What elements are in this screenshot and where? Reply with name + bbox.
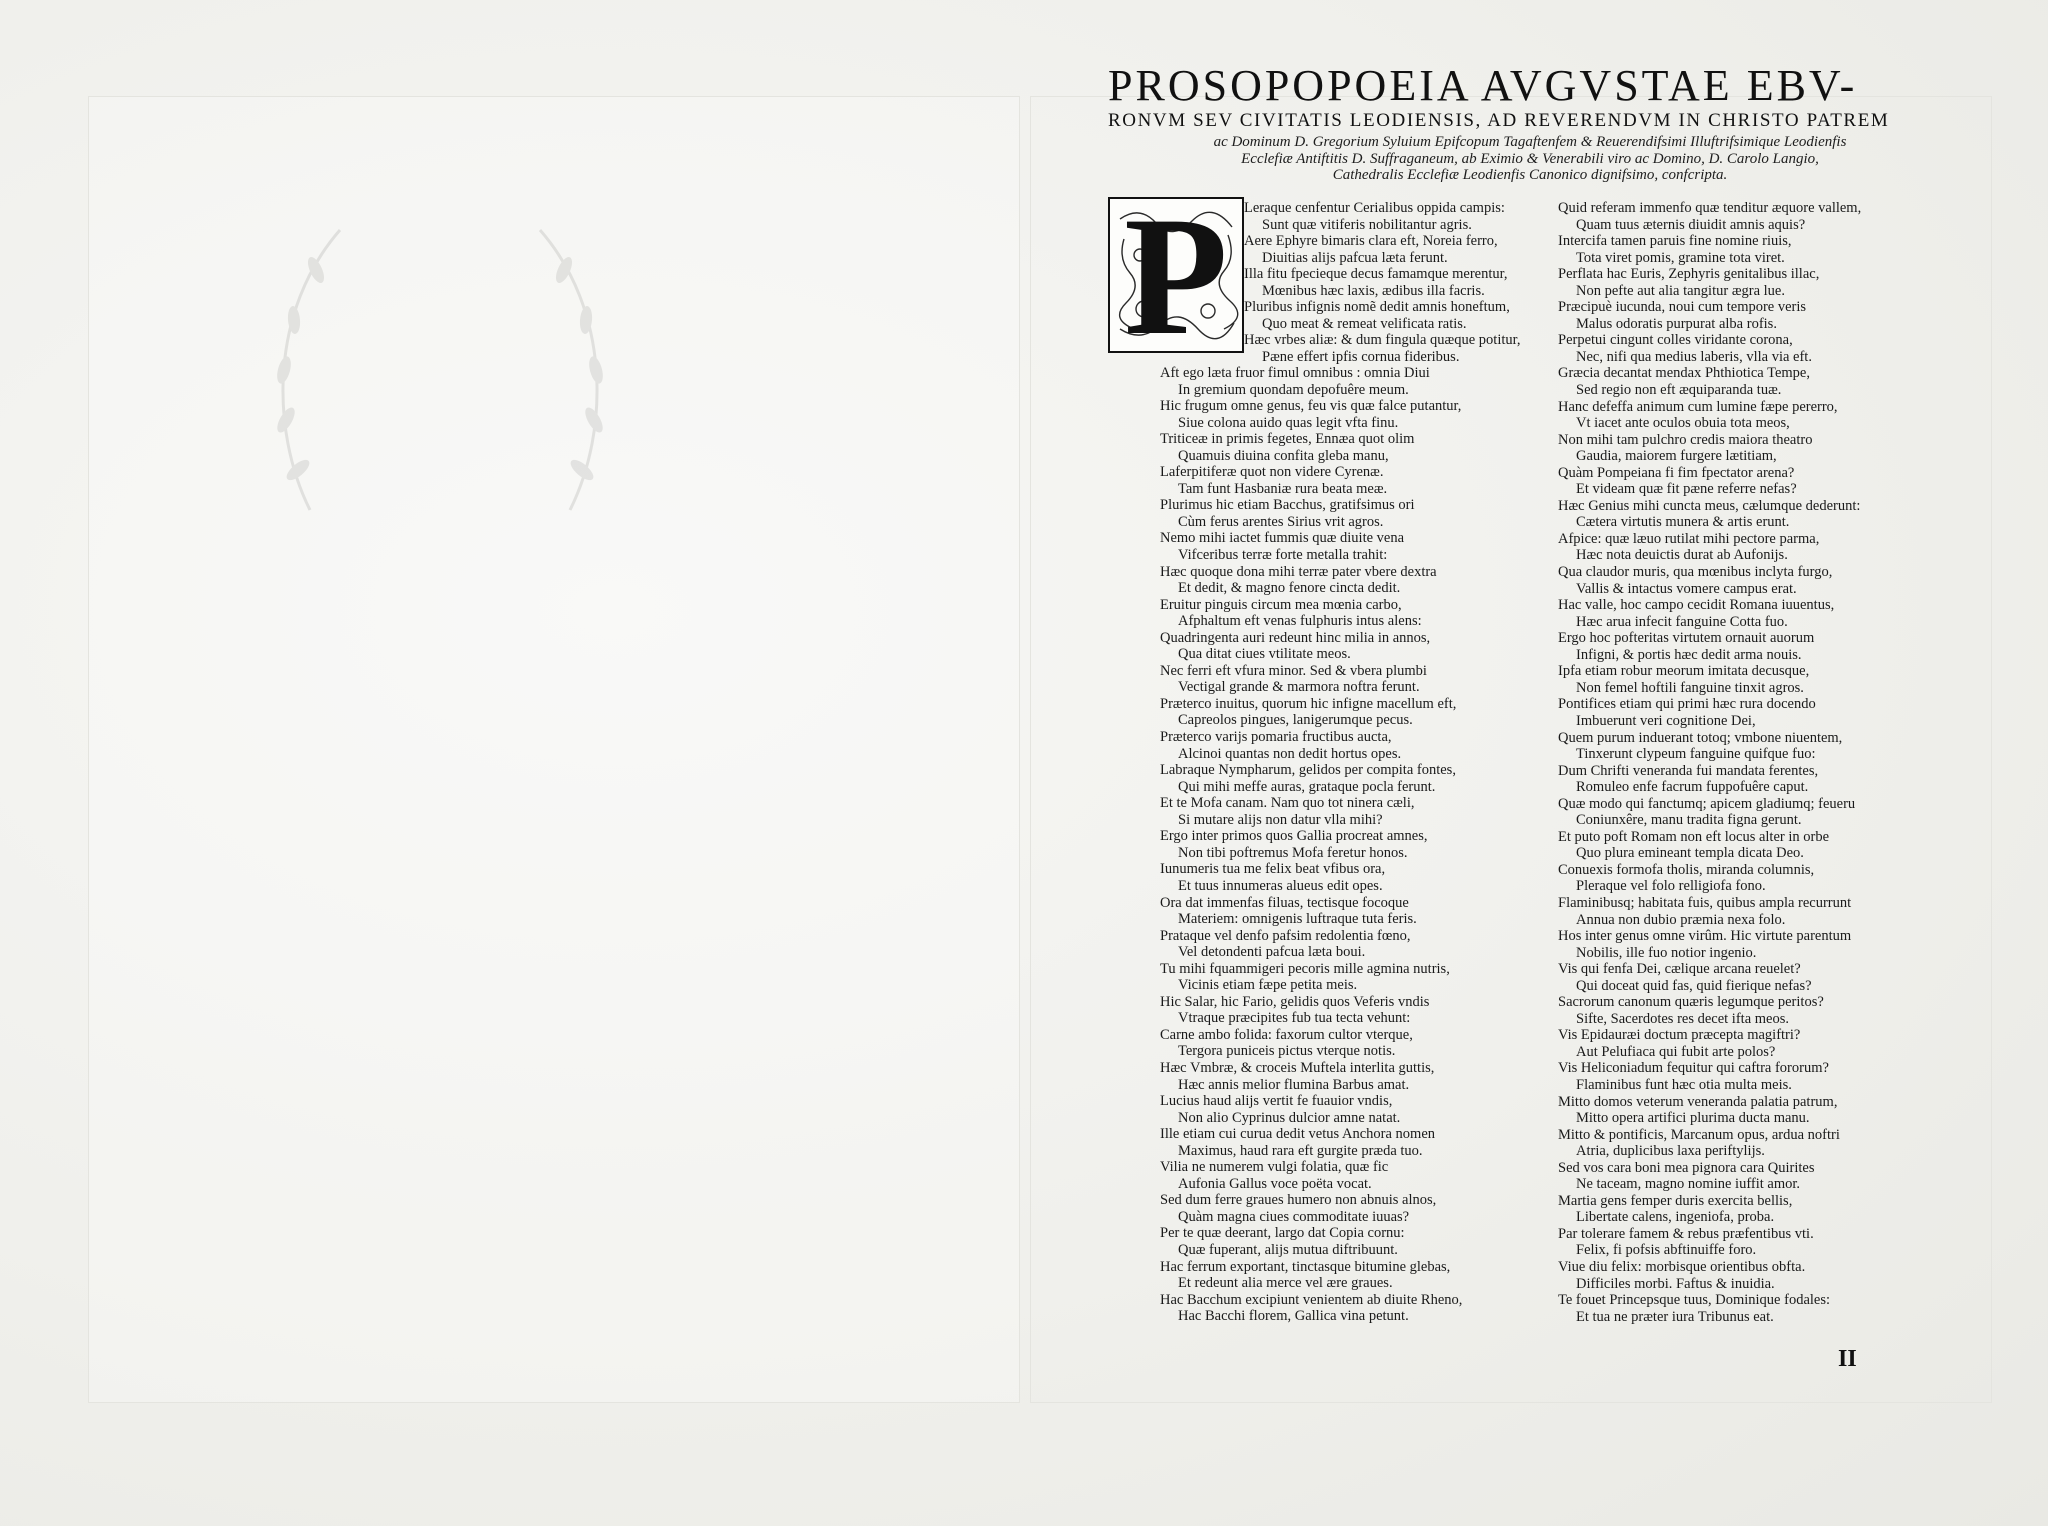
poem-line: Aufonia Gallus voce poëta vocat. <box>1178 1175 1372 1192</box>
poem-line: Hic frugum omne genus, feu vis quæ falce putantur, <box>1160 398 1462 415</box>
dedication-block <box>1150 134 1910 184</box>
poem-line: Prataque vel denfo pafsim redolentia fœno, <box>1160 927 1411 944</box>
poem-line: Hæc annis melior flumina Barbus amat. <box>1178 1076 1410 1093</box>
poem-line: Diuitias alijs pafcua læta ferunt. <box>1262 249 1448 266</box>
poem-line: Hæc vrbes aliæ: & dum fingula quæque potitur, <box>1244 332 1521 349</box>
poem-line: Hæc nota deuictis durat ab Aufonijs. <box>1576 547 1788 564</box>
poem-line: Qua ditat ciues vtilitate meos. <box>1178 646 1351 663</box>
poem-line: Hanc defeffa animum cum lumine fæpe pererro, <box>1558 398 1838 415</box>
poem-line: Vicinis etiam fæpe petita meis. <box>1178 977 1358 994</box>
poem-line: Hæc arua infecit fanguine Cotta fuo. <box>1576 613 1788 630</box>
poem-line: Tu mihi fquammigeri pecoris mille agmina nutris, <box>1160 960 1450 977</box>
poem-line: Quadringenta auri redeunt hinc milia in annos, <box>1160 629 1431 646</box>
poem-line: Quem purum induerant totoq; vmbone niuentem, <box>1558 729 1843 746</box>
dedication-line: Cathedralis Ecclefiæ Leodienfis Canonico dignifsimo, confcripta. <box>1332 167 1728 183</box>
poem-line: Nemo mihi iactet fummis quæ diuite vena <box>1160 530 1405 547</box>
poem-line: Triticeæ in primis fegetes, Ennæa quot olim <box>1160 431 1415 448</box>
poem-line: Sed vos cara boni mea pignora cara Quirites <box>1558 1159 1815 1176</box>
dedication-line: ac Dominum D. Gregorium Syluium Epifcopum Tagaftenfem & Reuerendifsimi Illuftrifsimique Leodienfis <box>1213 134 1847 150</box>
poem-line: Martia gens femper duris exercita bellis, <box>1558 1192 1793 1209</box>
poem-line: Nec, nifi qua medius laberis, vlla via eft. <box>1576 348 1812 365</box>
poem-line: Vifceribus terræ forte metalla trahit: <box>1178 547 1388 564</box>
ornamental-drop-cap <box>1108 182 1244 370</box>
page-title: PROSOPOPOEIA AVGVSTAE EBV- <box>1108 61 1858 110</box>
poem-line: Aut Pelufiaca qui fubit arte polos? <box>1576 1043 1776 1060</box>
poem-line: Sacrorum canonum quæris legumque peritos? <box>1558 994 1824 1011</box>
poem-line: Romuleo enfe facrum fuppofuêre caput. <box>1576 779 1809 796</box>
poem-line: Leraque cenfentur Cerialibus oppida campis: <box>1244 200 1505 216</box>
poem-line: Annua non dubio præmia nexa folo. <box>1576 911 1786 928</box>
poem-line: Intercifa tamen paruis fine nomine riuis, <box>1558 233 1792 250</box>
poem-line: Hic Salar, hic Fario, gelidis quos Veferis vndis <box>1160 993 1430 1010</box>
poem-line: Quæ fuperant, alijs mutua diftribuunt. <box>1178 1241 1398 1258</box>
poem-line: Mitto & pontificis, Marcanum opus, ardua noftri <box>1558 1126 1840 1143</box>
poem-line: Ipfa etiam robur meorum imitata decusque, <box>1558 663 1810 680</box>
poem-line: Vis Epidauræi doctum præcepta magiftri? <box>1558 1027 1801 1044</box>
poem-line: Sed dum ferre graues humero non abnuis alnos, <box>1160 1192 1437 1209</box>
poem-line: Et tuus innumeras alueus edit opes. <box>1178 877 1383 894</box>
poem-line: Carne ambo folida: faxorum cultor vterque, <box>1160 1026 1413 1043</box>
poem-line: Hæc Genius mihi cuncta meus, cælumque dederunt: <box>1558 497 1861 514</box>
poem-line: Pleraque vel folo relligiofa fono. <box>1576 878 1766 895</box>
poem-line: Perflata hac Euris, Zephyris genitalibus illac, <box>1558 266 1820 283</box>
poem-line: Qui doceat quid fas, quid fierique nefas? <box>1576 977 1812 994</box>
poem-line: Nobilis, ille fuo notior ingenio. <box>1576 944 1757 961</box>
poem-line: Qua claudor muris, qua mœnibus inclyta furgo, <box>1558 564 1833 581</box>
poem-line: Gaudia, maiorem furgere lætitiam, <box>1576 448 1777 465</box>
poem-line: Pæne effert ipfis cornua fideribus. <box>1262 348 1460 365</box>
poem-line: Vtraque præcipites fub tua tecta vehunt: <box>1178 1010 1411 1027</box>
poem-line: Præterco inuitus, quorum hic infigne macellum eft, <box>1160 695 1457 712</box>
poem-line: Sifte, Sacerdotes res decet ifta meos. <box>1576 1010 1789 1027</box>
poem-line: Per te quæ deerant, largo dat Copia cornu: <box>1160 1225 1405 1242</box>
poem-line: Quid referam immenfo quæ tenditur æquore vallem, <box>1558 200 1862 216</box>
poem-line: Non alio Cyprinus dulcior amne natat. <box>1178 1109 1401 1126</box>
poem-line: Vel detondenti pafcua læta boui. <box>1178 944 1366 961</box>
poem-line: Quàm magna ciues commoditate iuuas? <box>1178 1208 1410 1225</box>
dedication-line: Ecclefiæ Antiftitis D. Suffraganeum, ab Eximio & Venerabili viro ac Domino, D. Carolo Langio, <box>1241 150 1819 167</box>
poem-line: Materiem: omnigenis luftraque tuta feris. <box>1178 911 1417 928</box>
poem-line: Sunt quæ vitiferis nobilitantur agris. <box>1262 216 1472 233</box>
poem-line: Quæ modo qui fanctumq; apicem gladiumq; feueru <box>1558 795 1856 812</box>
poem-line: Malus odoratis purpurat alba rofis. <box>1576 315 1777 332</box>
poem-line: Mitto opera artifici plurima ducta manu. <box>1576 1110 1810 1127</box>
poem-line: Viue diu felix: morbisque orientibus obfta. <box>1558 1259 1806 1275</box>
poem-line: Hac ferrum exportant, tinctasque bitumine glebas, <box>1160 1258 1451 1275</box>
poem-line: Vallis & intactus vomere campus erat. <box>1576 580 1797 597</box>
poem-line: Hac Bacchum excipiunt venientem ab diuite Rheno, <box>1160 1291 1463 1308</box>
poem-line: Ergo inter primos quos Gallia procreat amnes, <box>1160 828 1428 845</box>
poem-line: Alcinoi quantas non dedit hortus opes. <box>1178 745 1402 762</box>
poem-line: Sed regio non eft æquiparanda tuæ. <box>1576 382 1782 399</box>
poem-line: Siue colona auido quas legit vfta finu. <box>1178 414 1399 431</box>
poem-line: Non pefte aut alia tangitur ægra lue. <box>1576 282 1785 299</box>
poem-line: Pluribus infignis nomẽ dedit amnis honeftum, <box>1244 299 1510 316</box>
poem-line: Iunumeris tua me felix beat vfibus ora, <box>1160 861 1386 878</box>
poem-line: Ergo hoc pofteritas virtutem ornauit auorum <box>1558 630 1815 647</box>
poem-column-right <box>1558 200 1861 1325</box>
poem-line: Cùm ferus arentes Sirius vrit agros. <box>1178 513 1384 530</box>
poem-line: Tinxerunt clypeum fanguine quifque fuo: <box>1576 746 1816 763</box>
poem-line: Aere Ephyre bimaris clara eft, Noreia ferro, <box>1244 233 1498 250</box>
poem-line: Tota viret pomis, gramine tota viret. <box>1576 249 1785 266</box>
poem-line: Felix, fi pofsis abftinuiffe foro. <box>1576 1242 1757 1259</box>
poem-line: Infigni, & portis hæc dedit arma nouis. <box>1576 646 1802 663</box>
poem-line: Non femel hoftili fanguine tinxit agros. <box>1576 679 1804 696</box>
poem-line: Hæc quoque dona mihi terræ pater vbere dextra <box>1160 563 1437 580</box>
poem-line: Pontifices etiam qui primi hæc rura docendo <box>1558 696 1816 713</box>
poem-line: Præcipuè iucunda, noui cum tempore veris <box>1558 299 1807 316</box>
poem-line: Labraque Nympharum, gelidos per compita fontes, <box>1160 762 1456 779</box>
poem-line: Mitto domos veterum veneranda palatia patrum, <box>1558 1093 1838 1110</box>
poem-line: Ne taceam, magno nomine iuffit amor. <box>1576 1176 1801 1193</box>
poem-line: Atria, duplicibus laxa periftylijs. <box>1576 1143 1765 1160</box>
poem-line: Qui mihi meffe auras, grataque pocla ferunt. <box>1178 778 1436 795</box>
poem-line: Hæc Vmbræ, & croceis Muftela interlita guttis, <box>1160 1059 1435 1076</box>
poem-line: Et tua ne præter iura Tribunus eat. <box>1576 1308 1774 1325</box>
poem-line: Libertate calens, ingeniofa, proba. <box>1576 1209 1775 1226</box>
poem-line: Græcia decantat mendax Phthiotica Tempe, <box>1558 365 1810 382</box>
page-subtitle: RONVM SEV CIVITATIS LEODIENSIS, AD REVERENDVM IN CHRISTO PATREM <box>1108 110 1890 131</box>
poem-line: Afphaltum eft venas fulphuris intus alens: <box>1178 613 1422 630</box>
poem-line: Conuexis formofa tholis, miranda columnis, <box>1558 861 1815 878</box>
poem-line: Flaminibus funt hæc otia multa meis. <box>1576 1076 1792 1093</box>
poem-line: Lucius haud alijs vertit fe fuauior vndis, <box>1160 1093 1393 1110</box>
poem-line: Et puto poft Romam non eft locus alter in orbe <box>1558 828 1830 845</box>
poem-line: Hos inter genus omne virûm. Hic virtute parentum <box>1558 928 1852 945</box>
poem-line: Et dedit, & magno fenore cincta dedit. <box>1178 580 1401 597</box>
poem-line: Aft ego læta fruor fimul omnibus : omnia Diui <box>1160 365 1430 381</box>
poem-line: Non tibi poftremus Mofa feretur honos. <box>1178 844 1408 861</box>
poem-line: Illa fitu fpecieque decus famamque merentur, <box>1244 266 1508 283</box>
poem-line: Vt iacet ante oculos obuia tota meos, <box>1576 415 1790 432</box>
poem-line: Et te Mofa canam. Nam quo tot ninera cæli, <box>1160 795 1415 812</box>
poem-line: Eruitur pinguis circum mea mœnia carbo, <box>1160 596 1402 613</box>
poem-line: Nec ferri eft vfura minor. Sed & vbera plumbi <box>1160 662 1427 679</box>
poem-line: Quo meat & remeat velificata ratis. <box>1262 315 1467 332</box>
poem-line: Vis Heliconiadum fequitur qui caftra fororum? <box>1558 1060 1829 1077</box>
poem-line: Præterco varijs pomaria fructibus aucta, <box>1160 729 1392 746</box>
poem-column-left-top <box>1244 200 1521 365</box>
poem-line: Et videam quæ fit pæne referre nefas? <box>1576 481 1797 498</box>
poem-line: Vis qui fenfa Dei, cælique arcana reuelet? <box>1558 961 1801 978</box>
poem-line: Quo plura emineant templa dicata Deo. <box>1576 845 1804 862</box>
poem-line: Quàm Pompeiana fi fim fpectator arena? <box>1558 464 1795 481</box>
poem-line: Coniunxêre, manu tradita figna gerunt. <box>1576 812 1802 829</box>
poem-line: Hac valle, hoc campo cecidit Romana iuuentus, <box>1558 597 1835 614</box>
poem-line: Flaminibusq; habitata fuis, quibus ampla recurrunt <box>1558 894 1852 911</box>
poem-line: Imbuerunt veri cognitione Dei, <box>1576 712 1756 729</box>
poem-line: Te fouet Princepsque tuus, Dominique fodales: <box>1558 1292 1831 1309</box>
poem-line: Vilia ne numerem vulgi folatia, quæ fic <box>1160 1159 1389 1176</box>
poem-line: Quam tuus æternis diuidit amnis aquis? <box>1576 216 1806 233</box>
poem-line: Maximus, haud rara eft gurgite præda tuo. <box>1178 1142 1423 1159</box>
faint-wreath-showthrough <box>250 170 630 550</box>
poem-line: Difficiles morbi. Faftus & inuidia. <box>1576 1275 1775 1292</box>
poem-line: Hac Bacchi florem, Gallica vina petunt. <box>1178 1308 1409 1325</box>
poem-line: Dum Chrifti veneranda fui mandata ferentes, <box>1558 762 1819 779</box>
poem-line: Perpetui cingunt colles viridante corona, <box>1558 332 1793 349</box>
poem-line: Par tolerare famem & rebus præfentibus vti. <box>1558 1225 1814 1242</box>
poem-line: Plurimus hic etiam Bacchus, gratifsimus ori <box>1160 497 1415 514</box>
page-number: II <box>1838 1346 1857 1372</box>
poem-line: Quamuis diuina confita gleba manu, <box>1178 447 1389 464</box>
poem-line: Laferpitiferæ quot non videre Cyrenæ. <box>1160 464 1384 481</box>
poem-line: In gremium quondam depofuêre meum. <box>1178 381 1409 398</box>
poem-line: Tam funt Hasbaniæ rura beata meæ. <box>1178 480 1388 497</box>
poem-line: Capreolos pingues, lanigerumque pecus. <box>1178 712 1413 729</box>
poem-line: Afpice: quæ læuo rutilat mihi pectore parma, <box>1558 530 1820 547</box>
poem-line: Ora dat immenfas filuas, tectisque focoque <box>1160 894 1409 911</box>
poem-line: Mœnibus hæc laxis, ædibus illa facris. <box>1262 282 1485 299</box>
poem-line: Non mihi tam pulchro credis maiora theatro <box>1558 431 1813 448</box>
poem-line: Cætera virtutis munera & artis erunt. <box>1576 514 1790 531</box>
drop-cap-letter: P <box>1124 182 1228 370</box>
poem-line: Et redeunt alia merce vel ære graues. <box>1178 1275 1393 1292</box>
poem-line: Tergora punicеis pictus vterque notis. <box>1178 1043 1396 1060</box>
poem-line: Ille etiam cui curua dedit vetus Anchora nomen <box>1160 1126 1436 1143</box>
poem-column-left <box>1160 365 1462 1325</box>
poem-line: Vectigal grande & marmora noftra ferunt. <box>1178 679 1420 696</box>
poem-line: Si mutare alijs non datur vlla mihi? <box>1178 811 1383 828</box>
